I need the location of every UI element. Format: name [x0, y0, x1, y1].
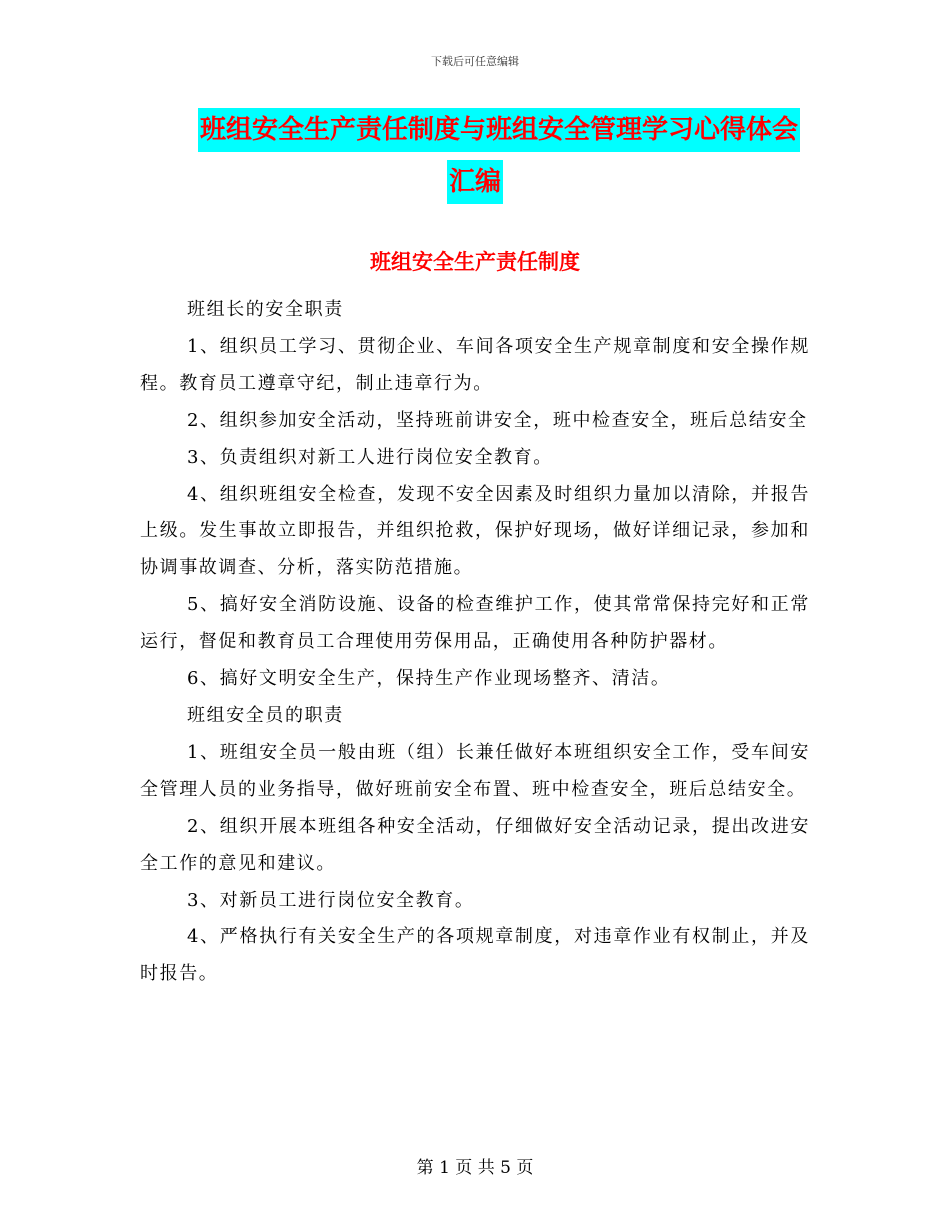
paragraph: 1、组织员工学习、贯彻企业、车间各项安全生产规章制度和安全操作规程。教育员工遵章守纪，制止违章行为。: [140, 335, 810, 394]
paragraph: 3、负责组织对新工人进行岗位安全教育。: [187, 446, 553, 468]
section-heading: 班组安全生产责任制度: [370, 250, 580, 274]
title-line-1: 班组安全生产责任制度与班组安全管理学习心得体会: [198, 108, 800, 152]
paragraph: 2、组织参加安全活动，坚持班前讲安全，班中检查安全，班后总结安全: [187, 409, 808, 431]
paragraph: 2、组织开展本班组各种安全活动，仔细做好安全活动记录，提出改进安全工作的意见和建议。: [140, 815, 810, 874]
subheading-leader-duties: 班组长的安全职责: [187, 299, 344, 320]
paragraph: 4、组织班组安全检查，发现不安全因素及时组织力量加以清除，并报告上级。发生事故立即报告，并组织抢救，保护好现场，做好详细记录，参加和协调事故调查、分析，落实防范措施。: [140, 483, 810, 579]
paragraph: 3、对新员工进行岗位安全教育。: [187, 889, 475, 911]
subheading-safety-officer-duties: 班组安全员的职责: [187, 704, 344, 726]
document-body: [140, 292, 810, 993]
document-title: [0, 108, 950, 204]
paragraph: 4、严格执行有关安全生产的各项规章制度，对违章作业有权制止，并及时报告。: [140, 926, 810, 985]
title-line-2: 汇编: [447, 160, 503, 204]
page-header-note: 下载后可任意编辑: [431, 55, 519, 68]
paragraph: 1、班组安全员一般由班（组）长兼任做好本班组织安全工作，受车间安全管理人员的业务指导，做好班前安全布置、班中检查安全，班后总结安全。: [140, 741, 810, 800]
page-number: 第 1 页 共 5 页: [416, 1158, 534, 1178]
paragraph: 6、搞好文明安全生产，保持生产作业现场整齐、清洁。: [187, 668, 671, 690]
paragraph: 5、搞好安全消防设施、设备的检查维护工作，使其常常保持完好和正常运行，督促和教育员工合理使用劳保用品，正确使用各种防护器材。: [140, 594, 810, 653]
